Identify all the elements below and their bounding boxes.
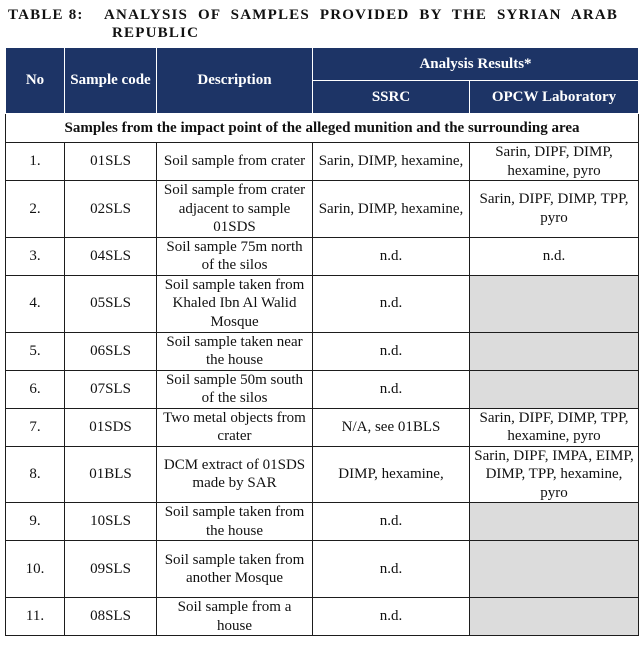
table-caption [8,6,638,42]
sample-code: 06SLS [65,332,157,370]
ssrc-result: n.d. [313,503,470,541]
ssrc-result: n.d. [313,370,470,408]
sample-description: Soil sample 50m south of the silos [157,370,313,408]
opcw-result: n.d. [470,237,639,275]
ssrc-result: Sarin, DIMP, hexamine, [313,143,470,181]
table-row [6,598,639,636]
row-number: 11. [6,598,65,636]
sample-code: 09SLS [65,541,157,598]
table-row [6,408,639,446]
sample-description: Soil sample taken from the house [157,503,313,541]
row-number: 4. [6,275,65,332]
table-row [6,332,639,370]
table-title-line-2: REPUBLIC [112,25,200,41]
header-no: No [6,48,65,114]
ssrc-result: N/A, see 01BLS [313,408,470,446]
section-title: Samples from the impact point of the alleged munition and the surrounding area [6,114,639,143]
sample-code: 01SDS [65,408,157,446]
table-row [6,181,639,238]
ssrc-result: n.d. [313,332,470,370]
sample-code: 02SLS [65,181,157,238]
header-analysis-results: Analysis Results* [313,48,639,81]
table-row [6,143,639,181]
sample-code: 08SLS [65,598,157,636]
opcw-result: Sarin, DIPF, DIMP, TPP, pyro [470,181,639,238]
table-row [6,370,639,408]
row-number: 6. [6,370,65,408]
table-row [6,541,639,598]
opcw-result: Sarin, DIPF, DIMP, hexamine, pyro [470,143,639,181]
sample-description: Soil sample taken from Khaled Ibn Al Walid Mosque [157,275,313,332]
header-ssrc: SSRC [313,81,470,114]
row-number: 7. [6,408,65,446]
sample-description: Soil sample taken near the house [157,332,313,370]
table-row [6,275,639,332]
row-number: 9. [6,503,65,541]
opcw-result [470,332,639,370]
analysis-results-table [5,47,639,636]
sample-description: Two metal objects from crater [157,408,313,446]
opcw-result [470,598,639,636]
sample-description: Soil sample from crater [157,143,313,181]
header-sample-code: Sample code [65,48,157,114]
ssrc-result: n.d. [313,237,470,275]
opcw-result [470,370,639,408]
header-opcw-laboratory: OPCW Laboratory [470,81,639,114]
opcw-result: Sarin, DIPF, IMPA, EIMP, DIMP, TPP, hexamine, pyro [470,446,639,503]
sample-code: 05SLS [65,275,157,332]
table-row [6,446,639,503]
table-row [6,503,639,541]
sample-code: 01SLS [65,143,157,181]
row-number: 8. [6,446,65,503]
sample-code: 07SLS [65,370,157,408]
opcw-result [470,275,639,332]
opcw-result: Sarin, DIPF, DIMP, TPP, hexamine, pyro [470,408,639,446]
sample-description: Soil sample from a house [157,598,313,636]
ssrc-result: n.d. [313,541,470,598]
ssrc-result: Sarin, DIMP, hexamine, [313,181,470,238]
ssrc-result: DIMP, hexamine, [313,446,470,503]
table-row [6,237,639,275]
row-number: 3. [6,237,65,275]
table-title-line-1: ANALYSIS OF SAMPLES PROVIDED BY THE SYRIAN ARAB [104,7,619,23]
row-number: 2. [6,181,65,238]
row-number: 5. [6,332,65,370]
sample-code: 10SLS [65,503,157,541]
sample-description: Soil sample taken from another Mosque [157,541,313,598]
row-number: 10. [6,541,65,598]
header-description: Description [157,48,313,114]
ssrc-result: n.d. [313,598,470,636]
ssrc-result: n.d. [313,275,470,332]
sample-description: Soil sample from crater adjacent to sample 01SDS [157,181,313,238]
row-number: 1. [6,143,65,181]
opcw-result [470,503,639,541]
table-number: TABLE 8: [8,7,84,23]
sample-description: DCM extract of 01SDS made by SAR [157,446,313,503]
sample-description: Soil sample 75m north of the silos [157,237,313,275]
sample-code: 04SLS [65,237,157,275]
opcw-result [470,541,639,598]
sample-code: 01BLS [65,446,157,503]
